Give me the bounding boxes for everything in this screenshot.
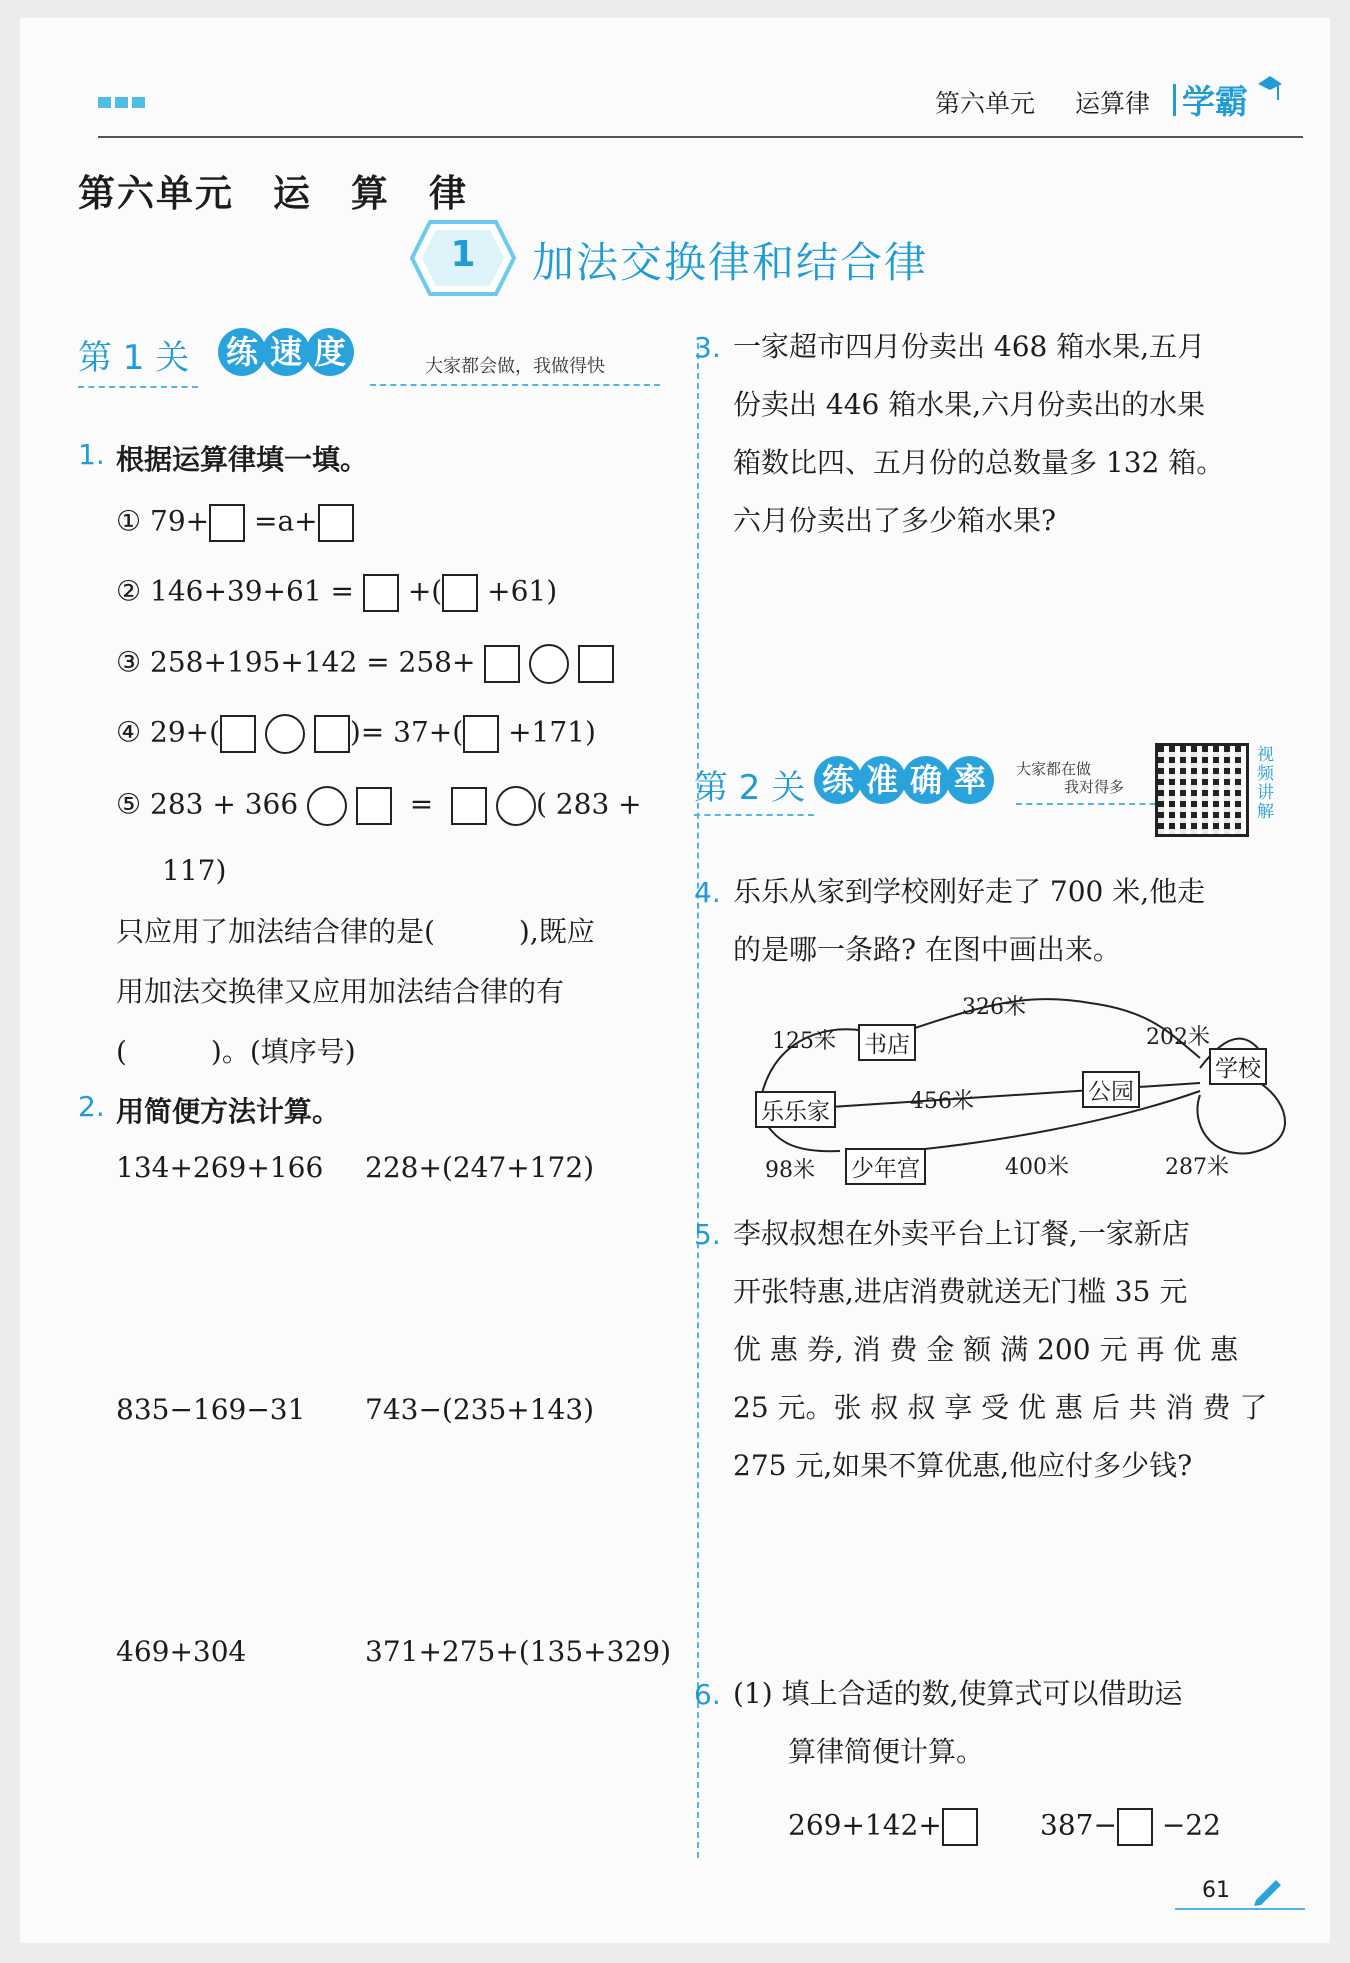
q2-expr: 228+(247+172) bbox=[365, 1151, 595, 1184]
answer-box[interactable] bbox=[363, 574, 399, 612]
page bbox=[20, 18, 1330, 1943]
q1-paragraph-line1: 只应用了加法结合律的是( ),既应 bbox=[116, 915, 595, 948]
level1-slogan: 大家都会做，我做得快 bbox=[370, 352, 660, 386]
expr-text: +( bbox=[407, 574, 443, 608]
expr-text: 258+195+142 = 258+ bbox=[150, 645, 476, 679]
operator-circle[interactable] bbox=[307, 786, 347, 826]
q4-number: 4. bbox=[694, 876, 721, 909]
column-divider bbox=[697, 343, 699, 1858]
level1-badge: 练 bbox=[218, 328, 266, 376]
q1-item-1 bbox=[116, 504, 354, 542]
q2-expr: 743−(235+143) bbox=[365, 1393, 595, 1426]
answer-box[interactable] bbox=[220, 715, 256, 753]
lesson-title: 加法交换律和结合律 bbox=[532, 238, 929, 287]
item-marker: ② bbox=[116, 574, 142, 608]
distance-label: 98米 bbox=[765, 1158, 815, 1183]
operator-circle[interactable] bbox=[529, 644, 569, 684]
path-home-park bbox=[815, 1083, 1200, 1108]
expr-text: +61) bbox=[487, 574, 558, 608]
q5-line: 25 元。张 叔 叔 享 受 优 惠 后 共 消 费 了 bbox=[733, 1391, 1268, 1424]
answer-box[interactable] bbox=[484, 645, 520, 683]
level2-badge: 准 bbox=[858, 756, 906, 804]
q3-line: 六月份卖出了多少箱水果? bbox=[733, 504, 1057, 537]
q1-item-5 bbox=[116, 786, 642, 826]
operator-circle[interactable] bbox=[265, 714, 305, 754]
pencil-icon bbox=[1250, 1876, 1284, 1906]
level2-badge: 练 bbox=[814, 756, 862, 804]
q4-line: 乐乐从家到学校刚好走了 700 米,他走 bbox=[733, 875, 1206, 908]
distance-label: 125米 bbox=[772, 1029, 836, 1054]
operator-circle[interactable] bbox=[496, 786, 536, 826]
item-marker: ⑤ bbox=[116, 787, 142, 821]
q3-line: 份卖出 446 箱水果,六月份卖出的水果 bbox=[733, 388, 1206, 421]
q2-expr: 371+275+(135+329) bbox=[365, 1635, 672, 1668]
answer-box[interactable] bbox=[356, 787, 392, 825]
q1-item-4 bbox=[116, 714, 596, 754]
expr-text: = bbox=[409, 787, 434, 821]
expr-text: 387− bbox=[1040, 1808, 1117, 1842]
q5-text bbox=[733, 1205, 1313, 1495]
expr-text: 283 + 366 bbox=[150, 787, 299, 821]
q2-expr: 134+269+166 bbox=[116, 1151, 324, 1184]
expr-text: 29+( bbox=[150, 715, 221, 749]
place-park: 公园 bbox=[1082, 1071, 1140, 1108]
graduation-cap-icon bbox=[1256, 72, 1284, 106]
q6-line: 算律简便计算。 bbox=[788, 1735, 985, 1768]
header-unit: 第六单元 bbox=[935, 89, 1036, 118]
distance-label: 202米 bbox=[1146, 1025, 1210, 1050]
answer-box[interactable] bbox=[442, 574, 478, 612]
item-marker: ④ bbox=[116, 715, 142, 749]
expr-text: 146+39+61 = bbox=[150, 574, 354, 608]
footer-rule bbox=[1175, 1908, 1305, 1910]
q1-title: 根据运算律填一填。 bbox=[116, 443, 369, 476]
level2-badges bbox=[814, 756, 990, 804]
q5-line: 李叔叔想在外卖平台上订餐,一家新店 bbox=[733, 1217, 1190, 1250]
level2-badge: 确 bbox=[902, 756, 950, 804]
q6-number: 6. bbox=[694, 1678, 721, 1711]
expr-text: ( 283 + bbox=[535, 787, 642, 821]
q1-number: 1. bbox=[78, 438, 105, 471]
answer-box[interactable] bbox=[318, 504, 354, 542]
q2-expr: 469+304 bbox=[116, 1635, 247, 1668]
level1-badge: 速 bbox=[262, 328, 310, 376]
q3-line: 箱数比四、五月份的总数量多 132 箱。 bbox=[733, 446, 1225, 479]
answer-box[interactable] bbox=[463, 715, 499, 753]
qr-caption: 视频讲解 bbox=[1257, 745, 1274, 822]
q5-line: 优 惠 券, 消 费 金 额 满 200 元 再 优 惠 bbox=[733, 1333, 1239, 1366]
expr-text: 79+ bbox=[150, 504, 210, 538]
q1-paragraph-line3: ( )。(填序号) bbox=[116, 1035, 356, 1068]
distance-label: 456米 bbox=[910, 1089, 974, 1114]
level1-label: 第 1 关 bbox=[78, 338, 190, 378]
answer-box[interactable] bbox=[1117, 1808, 1153, 1846]
path-park-school-bottom bbox=[1197, 1083, 1285, 1153]
q4-text bbox=[733, 863, 1313, 979]
q2-number: 2. bbox=[78, 1090, 105, 1123]
place-home: 乐乐家 bbox=[755, 1091, 836, 1128]
q6-line: (1) 填上合适的数,使算式可以借助运 bbox=[733, 1677, 1183, 1710]
expr-text: =a+ bbox=[254, 504, 318, 538]
expr-text: +171) bbox=[508, 715, 596, 749]
expr-text: −22 bbox=[1161, 1808, 1221, 1842]
level1-badge: 度 bbox=[306, 328, 354, 376]
unit-title: 第六单元 运 算 律 bbox=[78, 172, 468, 215]
expr-text: )= 37+( bbox=[349, 715, 464, 749]
place-youth-palace: 少年宫 bbox=[845, 1148, 926, 1185]
distance-label: 326米 bbox=[962, 995, 1026, 1020]
q1-item-5-cont: 117) bbox=[162, 854, 227, 887]
q6-text bbox=[733, 1665, 1313, 1781]
page-number: 61 bbox=[1202, 1878, 1230, 1903]
q1-item-2 bbox=[116, 574, 557, 612]
header-topic: 运算律 bbox=[1075, 89, 1151, 118]
distance-label: 287米 bbox=[1165, 1155, 1229, 1180]
q6-expr-2 bbox=[1040, 1808, 1221, 1846]
answer-box[interactable] bbox=[314, 715, 350, 753]
answer-box[interactable] bbox=[209, 504, 245, 542]
answer-box[interactable] bbox=[451, 787, 487, 825]
level1-badges bbox=[218, 328, 350, 376]
level2-slogan-line1: 大家都在做 bbox=[1016, 760, 1092, 778]
q1-paragraph-line2: 用加法交换律又应用加法结合律的有 bbox=[116, 975, 565, 1008]
q3-number: 3. bbox=[694, 331, 721, 364]
expr-text: 269+142+ bbox=[788, 1808, 942, 1842]
level2-label: 第 2 关 bbox=[694, 768, 806, 808]
q3-text bbox=[733, 318, 1313, 550]
qr-code[interactable] bbox=[1155, 743, 1249, 837]
q2-title: 用简便方法计算。 bbox=[116, 1095, 341, 1128]
brand-divider bbox=[1173, 84, 1176, 116]
place-school: 学校 bbox=[1209, 1048, 1267, 1085]
answer-box[interactable] bbox=[578, 645, 614, 683]
item-marker: ① bbox=[116, 504, 142, 538]
brand-logo: 学霸 bbox=[1182, 82, 1248, 121]
header-decoration bbox=[98, 93, 149, 112]
q5-line: 开张特惠,进店消费就送无门槛 35 元 bbox=[733, 1275, 1188, 1308]
level2-badge: 率 bbox=[946, 756, 994, 804]
q2-expr: 835−169−31 bbox=[116, 1393, 306, 1426]
answer-box[interactable] bbox=[942, 1808, 978, 1846]
q4-line: 的是哪一条路? 在图中画出来。 bbox=[733, 933, 1121, 966]
place-bookstore: 书店 bbox=[858, 1024, 916, 1061]
header-rule bbox=[98, 136, 1303, 138]
level2-slogan-line2: 我对得多 bbox=[1016, 776, 1166, 805]
item-marker: ③ bbox=[116, 645, 142, 679]
q6-expr-1 bbox=[788, 1808, 978, 1846]
q3-line: 一家超市四月份卖出 468 箱水果,五月 bbox=[733, 330, 1206, 363]
distance-label: 400米 bbox=[1005, 1155, 1069, 1180]
q5-number: 5. bbox=[694, 1218, 721, 1251]
q1-item-3 bbox=[116, 644, 614, 684]
q5-line: 275 元,如果不算优惠,他应付多少钱? bbox=[733, 1449, 1193, 1482]
lesson-number: 1 bbox=[450, 234, 476, 275]
